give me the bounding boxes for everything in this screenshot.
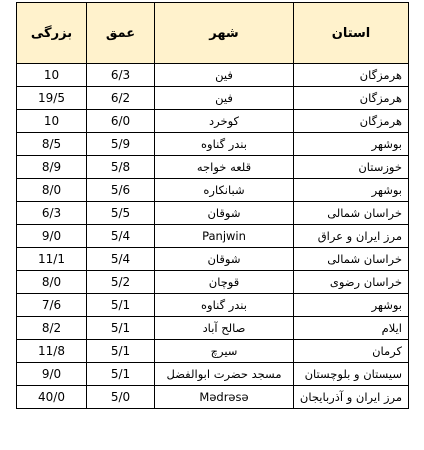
header-province: استان (294, 3, 409, 64)
cell-city: Panjwin (155, 225, 294, 248)
cell-city: بندر گناوه (155, 294, 294, 317)
cell-city: صالح آباد (155, 317, 294, 340)
cell-city: فین (155, 64, 294, 87)
cell-city: بندر گناوه (155, 133, 294, 156)
cell-magnitude: 8/9 (17, 156, 87, 179)
cell-province: مرز ایران و آذربایجان (294, 386, 409, 409)
cell-province: بوشهر (294, 294, 409, 317)
cell-magnitude: 9/0 (17, 363, 87, 386)
cell-city: شبانکاره (155, 179, 294, 202)
cell-city: قلعه خواجه (155, 156, 294, 179)
cell-province: ایلام (294, 317, 409, 340)
cell-depth: 5/6 (87, 179, 155, 202)
cell-magnitude: 8/2 (17, 317, 87, 340)
table-row (17, 110, 409, 133)
cell-province: خراسان شمالی (294, 202, 409, 225)
table-row (17, 64, 409, 87)
cell-magnitude: 10 (17, 110, 87, 133)
cell-magnitude: 11/8 (17, 340, 87, 363)
cell-province: مرز ایران و عراق (294, 225, 409, 248)
cell-province: سیستان و بلوچستان (294, 363, 409, 386)
table-row (17, 248, 409, 271)
cell-city: مسجد حضرت ابوالفضل (155, 363, 294, 386)
cell-province: خراسان رضوی (294, 271, 409, 294)
cell-magnitude: 10 (17, 64, 87, 87)
cell-city: فین (155, 87, 294, 110)
cell-magnitude: 19/5 (17, 87, 87, 110)
table-row (17, 317, 409, 340)
table-row (17, 202, 409, 225)
cell-province: خوزستان (294, 156, 409, 179)
header-city: شهر (155, 3, 294, 64)
header-magnitude: بزرگی (17, 3, 87, 64)
cell-depth: 5/4 (87, 248, 155, 271)
cell-city: سیرچ (155, 340, 294, 363)
table-header-row (17, 3, 409, 64)
cell-magnitude: 11/1 (17, 248, 87, 271)
cell-depth: 5/8 (87, 156, 155, 179)
cell-magnitude: 8/0 (17, 179, 87, 202)
cell-depth: 5/2 (87, 271, 155, 294)
cell-city: Mədrəsə (155, 386, 294, 409)
table-row (17, 133, 409, 156)
table-row (17, 271, 409, 294)
table-row (17, 294, 409, 317)
table-row (17, 363, 409, 386)
cell-depth: 5/1 (87, 340, 155, 363)
cell-depth: 6/3 (87, 64, 155, 87)
cell-province: بوشهر (294, 179, 409, 202)
table-row (17, 340, 409, 363)
cell-province: هرمزگان (294, 64, 409, 87)
header-depth: عمق (87, 3, 155, 64)
cell-depth: 5/4 (87, 225, 155, 248)
cell-depth: 5/1 (87, 363, 155, 386)
cell-city: شوقان (155, 202, 294, 225)
cell-depth: 5/9 (87, 133, 155, 156)
cell-city: کوخرد (155, 110, 294, 133)
cell-magnitude: 6/3 (17, 202, 87, 225)
cell-city: قوچان (155, 271, 294, 294)
cell-magnitude: 7/6 (17, 294, 87, 317)
cell-depth: 5/1 (87, 294, 155, 317)
cell-magnitude: 40/0 (17, 386, 87, 409)
table-row (17, 179, 409, 202)
cell-depth: 5/1 (87, 317, 155, 340)
cell-province: بوشهر (294, 133, 409, 156)
cell-city: شوقان (155, 248, 294, 271)
cell-magnitude: 8/5 (17, 133, 87, 156)
cell-province: خراسان شمالی (294, 248, 409, 271)
cell-magnitude: 8/0 (17, 271, 87, 294)
cell-depth: 5/5 (87, 202, 155, 225)
table-row (17, 87, 409, 110)
cell-province: کرمان (294, 340, 409, 363)
cell-depth: 6/0 (87, 110, 155, 133)
cell-province: هرمزگان (294, 87, 409, 110)
table-row (17, 225, 409, 248)
cell-depth: 5/0 (87, 386, 155, 409)
cell-province: هرمزگان (294, 110, 409, 133)
earthquake-table (16, 2, 409, 409)
table-row (17, 156, 409, 179)
cell-magnitude: 9/0 (17, 225, 87, 248)
cell-depth: 6/2 (87, 87, 155, 110)
table-row (17, 386, 409, 409)
